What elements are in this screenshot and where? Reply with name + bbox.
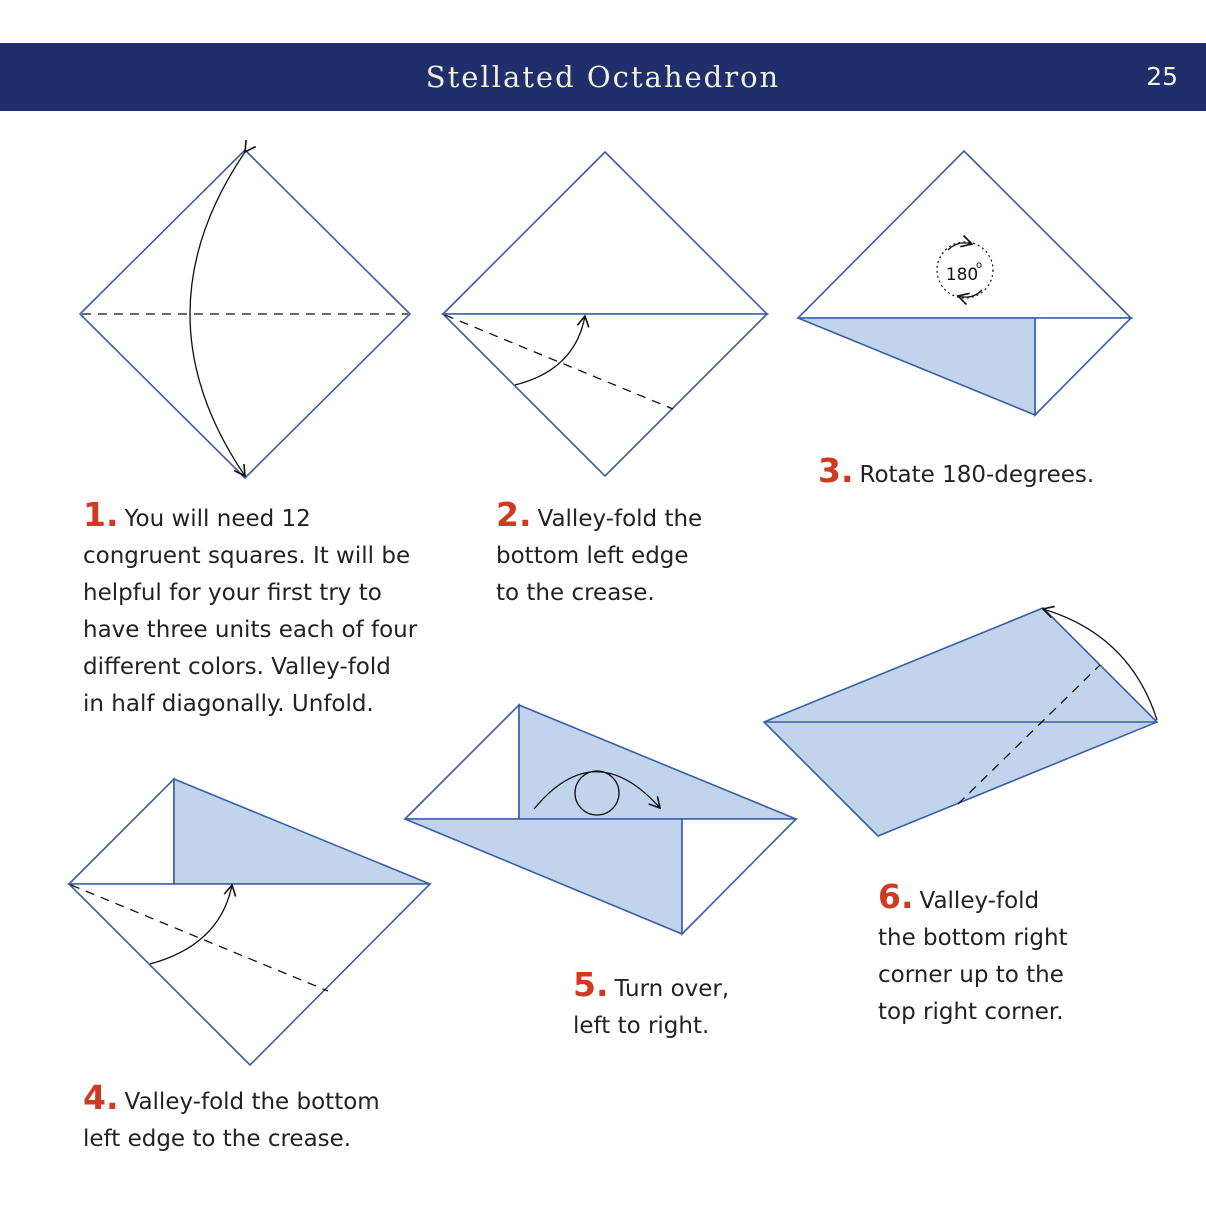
step-text-line: in half diagonally. Unfold. bbox=[83, 691, 374, 717]
paper-triangle-left bbox=[69, 779, 174, 884]
step-text-line: different colors. Valley-fold bbox=[83, 654, 391, 680]
step-number: 2. bbox=[496, 495, 532, 534]
diagram-step-1 bbox=[80, 150, 410, 478]
step-3-instructions bbox=[818, 452, 1094, 494]
step-text-line: Valley-fold the bottom bbox=[124, 1089, 380, 1115]
step-5-instructions bbox=[573, 966, 729, 1045]
rotation-label: 180 bbox=[945, 265, 979, 285]
diagram-step-6 bbox=[764, 608, 1157, 836]
step-text-line: You will need 12 bbox=[124, 506, 311, 532]
step-number: 3. bbox=[818, 451, 854, 490]
step-text-line: helpful for your first try to bbox=[83, 580, 382, 606]
page-number: 25 bbox=[1146, 62, 1178, 91]
paper-triangle-top bbox=[798, 151, 1131, 318]
step-text-line: Turn over, bbox=[614, 976, 730, 1002]
folded-flap-bottom bbox=[405, 819, 682, 934]
step-2-instructions bbox=[496, 496, 702, 612]
step-text-line: the bottom right bbox=[878, 925, 1068, 951]
diagram-step-4 bbox=[69, 779, 430, 1065]
step-text-line: to the crease. bbox=[496, 580, 655, 606]
step-1-instructions bbox=[83, 496, 417, 723]
page-title: Stellated Octahedron bbox=[425, 60, 781, 94]
step-number: 6. bbox=[878, 877, 914, 916]
step-text-line: Valley-fold bbox=[919, 888, 1040, 914]
step-text-line: Valley-fold the bbox=[537, 506, 703, 532]
diagram-step-5 bbox=[405, 705, 796, 934]
paper-triangle-right bbox=[682, 819, 796, 934]
step-text-line: have three units each of four bbox=[83, 617, 418, 643]
step-text-line: bottom left edge bbox=[496, 543, 689, 569]
step-text-line: top right corner. bbox=[878, 999, 1064, 1025]
diagram-step-2 bbox=[443, 152, 767, 476]
paper-triangle-top bbox=[443, 152, 767, 314]
paper-triangle-bottom bbox=[69, 884, 430, 1065]
step-text-line: left to right. bbox=[573, 1013, 710, 1039]
diagram-step-3 bbox=[798, 151, 1131, 415]
step-text-line: Rotate 180-degrees. bbox=[859, 462, 1095, 488]
paper-triangle-right bbox=[1035, 318, 1131, 415]
folded-flap bbox=[798, 318, 1035, 415]
step-6-instructions bbox=[878, 878, 1068, 1031]
step-number: 5. bbox=[573, 965, 609, 1004]
folded-flap-top bbox=[519, 705, 796, 819]
paper-triangle-bottom bbox=[443, 314, 767, 476]
step-text-line: congruent squares. It will be bbox=[83, 543, 411, 569]
step-number: 1. bbox=[83, 495, 119, 534]
paper-triangle-left bbox=[405, 705, 519, 819]
degree-mark: o bbox=[975, 260, 983, 271]
step-4-instructions bbox=[83, 1079, 380, 1158]
folded-flap bbox=[174, 779, 430, 884]
step-number: 4. bbox=[83, 1078, 119, 1117]
step-text-line: corner up to the bbox=[878, 962, 1064, 988]
step-text-line: left edge to the crease. bbox=[83, 1126, 352, 1152]
